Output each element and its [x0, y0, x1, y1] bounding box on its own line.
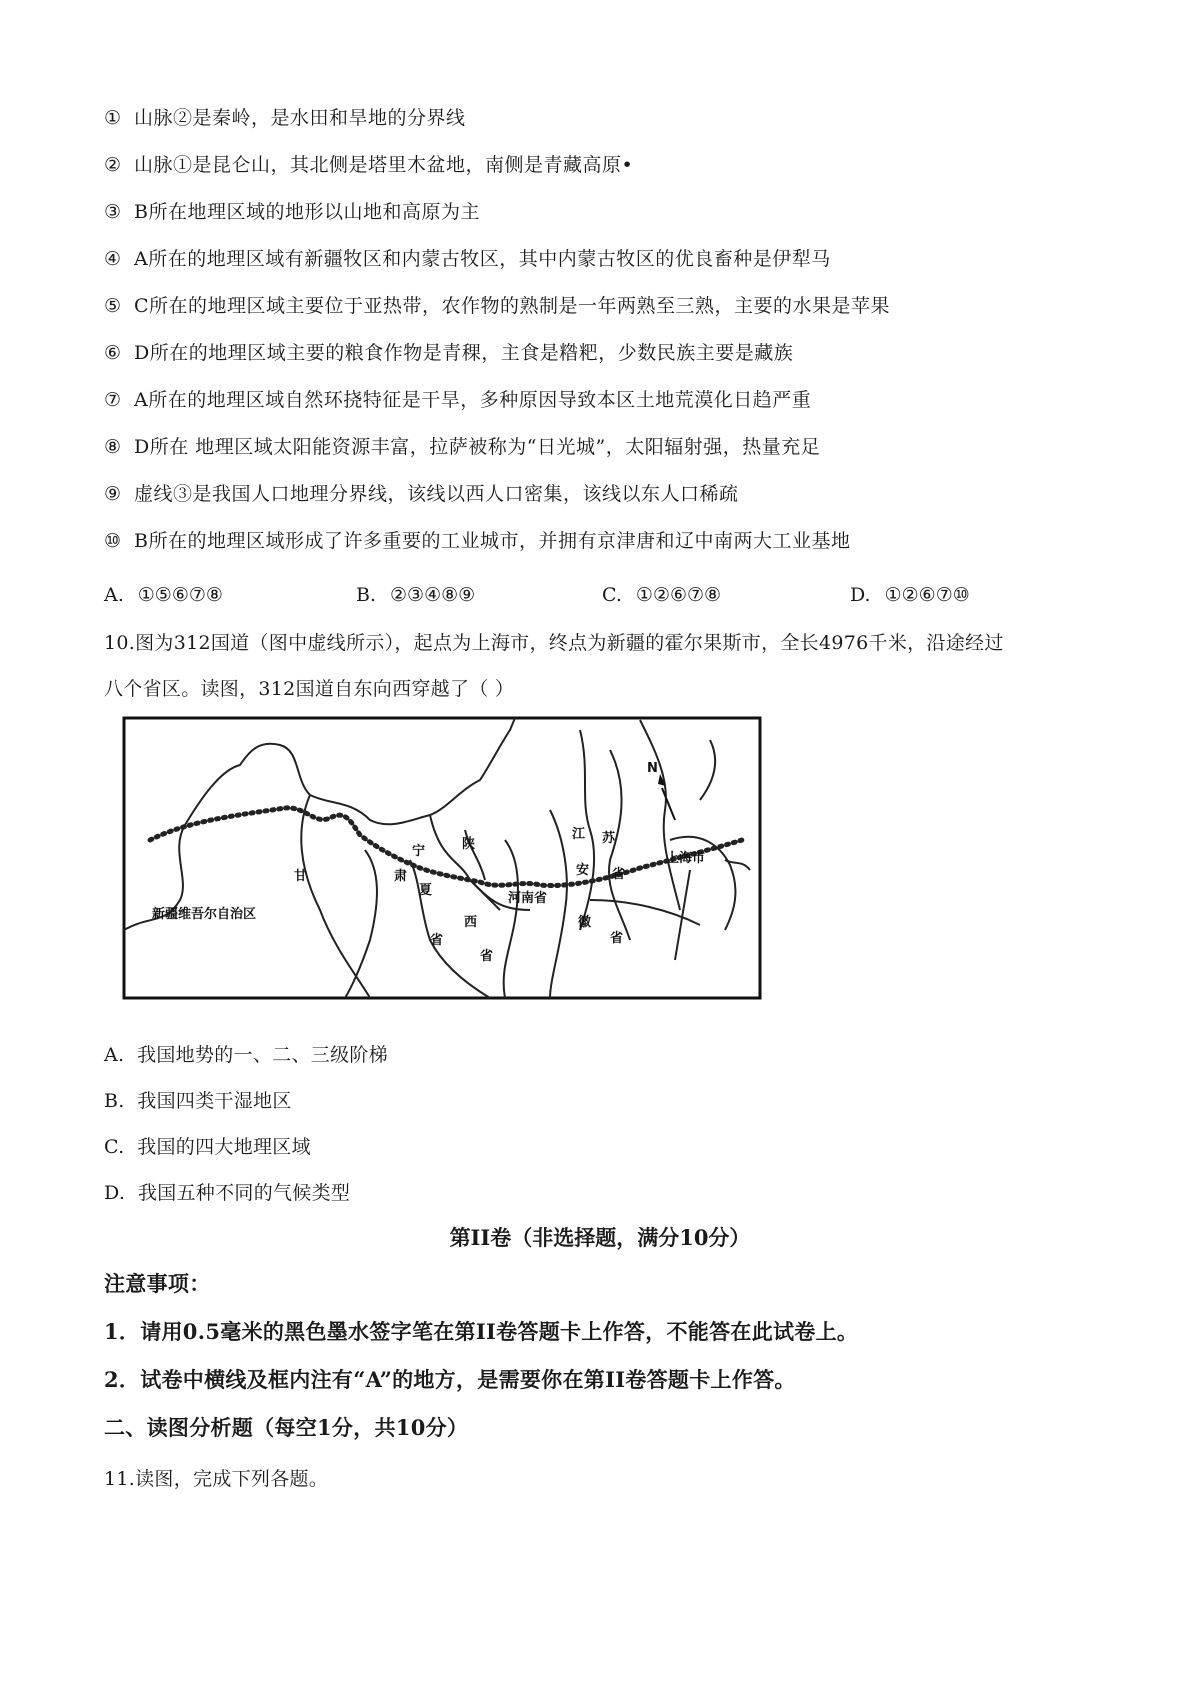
- q9-option-c[interactable]: C. ①②⑥⑦⑧: [602, 584, 722, 606]
- statement-9: ⑨ 虚线③是我国人口地理分界线，该线以西人口密集，该线以东人口稀疏: [104, 483, 739, 505]
- label-shanghai: 上海市: [666, 851, 706, 866]
- map-frame: [124, 718, 760, 998]
- notice-2: 2．试卷中横线及框内注有“A”的地方，是需要你在第II卷答题卡上作答。: [104, 1367, 796, 1392]
- q9-option-d[interactable]: D. ①②⑥⑦⑩: [850, 584, 970, 606]
- label-xinjiang: 新疆维吾尔自治区: [152, 907, 257, 922]
- label-su: 肃: [394, 869, 408, 884]
- label-ning: 宁: [412, 844, 426, 859]
- q9-option-a[interactable]: A. ①⑤⑥⑦⑧: [104, 584, 223, 606]
- q10-stem-line1: 10.图为312国道（图中虚线所示），起点为上海市，终点为新疆的霍尔果斯市，全长4976千米，沿途经过: [104, 632, 1004, 654]
- section-2-title: 第II卷（非选择题，满分10分）: [449, 1225, 751, 1250]
- label-sheng-4: 省: [612, 867, 626, 882]
- route-312-map-svg: [110, 710, 770, 1008]
- q10-option-b[interactable]: B. 我国四类干湿地区: [104, 1090, 292, 1112]
- label-henan: 河南省: [508, 891, 548, 906]
- part-2-title: 二、读图分析题（每空1分，共10分）: [104, 1415, 469, 1440]
- label-jiang: 江: [572, 827, 586, 842]
- q10-option-a[interactable]: A. 我国地势的一、二、三级阶梯: [104, 1044, 388, 1066]
- q10-stem-line2: 八个省区。读图，312国道自东向西穿越了（ ）: [104, 678, 515, 700]
- label-xi: 西: [464, 915, 478, 930]
- statement-7: ⑦ A所在的地理区域自然环挠特征是干旱，多种原因导致本区土地荒漠化日趋严重: [104, 389, 812, 411]
- label-hui: 徽: [578, 915, 592, 930]
- q10-option-d[interactable]: D. 我国五种不同的气候类型: [104, 1182, 351, 1204]
- label-gan: 甘: [294, 869, 308, 884]
- statement-6: ⑥ D所在的地理区域主要的粮食作物是青稞，主食是糌粑，少数民族主要是藏族: [104, 342, 794, 364]
- north-label: N: [647, 761, 658, 776]
- notice-title: 注意事项：: [104, 1271, 211, 1296]
- label-shan: 陕: [462, 837, 476, 852]
- statement-8: ⑧ D所在 地理区域太阳能资源丰富，拉萨被称为“日光城”，太阳辐射强，热量充足: [104, 436, 821, 458]
- statement-1: ① 山脉②是秦岭，是水田和旱地的分界线: [104, 107, 466, 129]
- label-sheng-3: 省: [610, 931, 624, 946]
- label-sheng-1: 省: [430, 933, 444, 948]
- label-an: 安: [576, 863, 590, 878]
- label-xia: 夏: [419, 883, 433, 898]
- label-su-2: 苏: [602, 831, 616, 846]
- route-312-map: [110, 710, 770, 1008]
- statement-2: ② 山脉①是昆仑山，其北侧是塔里木盆地，南侧是青藏高原•: [104, 154, 634, 176]
- notice-1: 1．请用0.5毫米的黑色墨水签字笔在第II卷答题卡上作答，不能答在此试卷上。: [104, 1319, 859, 1344]
- q10-option-c[interactable]: C. 我国的四大地理区域: [104, 1136, 311, 1158]
- label-sheng-2: 省: [480, 949, 494, 964]
- statement-10: ⑩ B所在的地理区域形成了许多重要的工业城市，并拥有京津唐和辽中南两大工业基地: [104, 530, 851, 552]
- q11-stem: 11.读图，完成下列各题。: [104, 1468, 329, 1490]
- statement-4: ④ A所在的地理区域有新疆牧区和内蒙古牧区，其中内蒙古牧区的优良畜种是伊犁马: [104, 248, 831, 270]
- statement-3: ③ B所在地理区域的地形以山地和高原为主: [104, 201, 480, 223]
- q9-option-b[interactable]: B. ②③④⑧⑨: [356, 584, 476, 606]
- statement-5: ⑤ C所在的地理区域主要位于亚热带，农作物的熟制是一年两熟至三熟，主要的水果是苹果: [104, 295, 891, 317]
